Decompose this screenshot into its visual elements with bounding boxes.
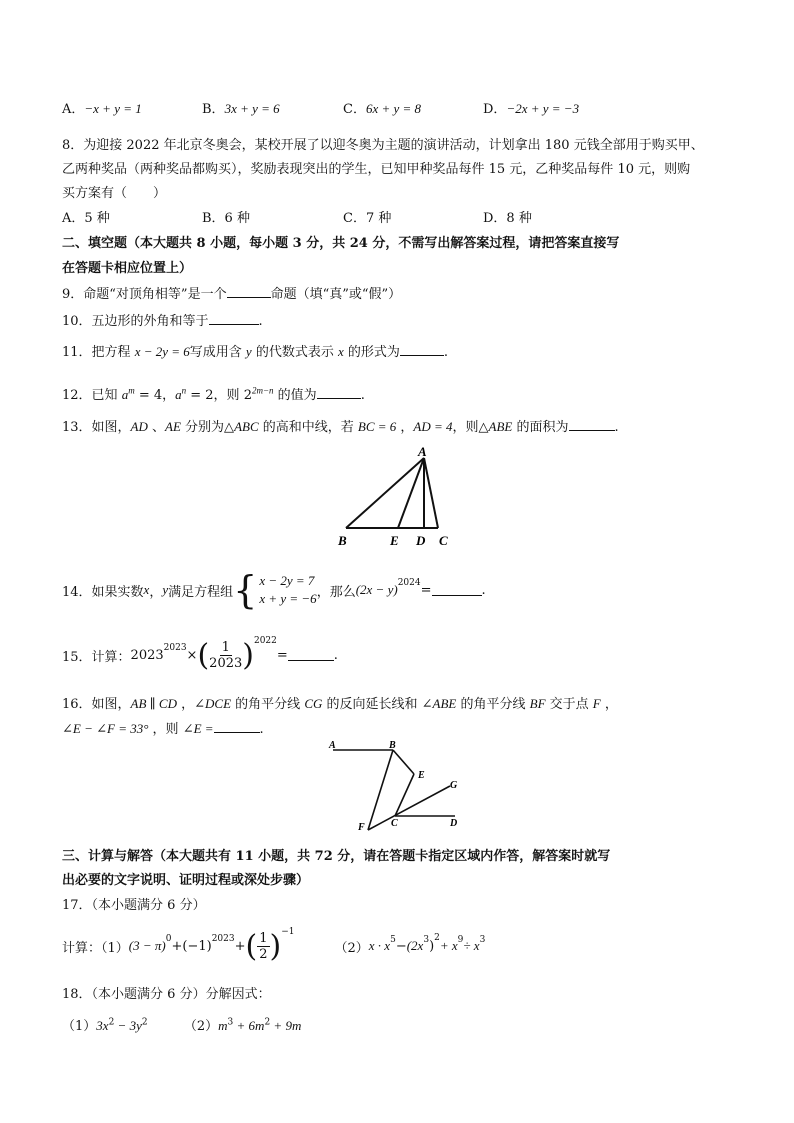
q12-text: 的值为 [273, 388, 317, 403]
q17-math: (−1) [182, 938, 212, 954]
answer-blank [288, 649, 334, 661]
q15-sup: 2023 [163, 643, 187, 653]
q16-text: ， [600, 697, 618, 712]
answer-blank [400, 344, 444, 356]
q17-math: + x [439, 938, 458, 953]
q14-text: 满足方程组 [168, 584, 234, 600]
q14-text: ，那么 [316, 584, 356, 600]
option-expression: 3x + y = 6 [224, 101, 280, 116]
q12-math: 2 [243, 388, 252, 403]
q14-end: . [481, 582, 486, 598]
q12-text: = 2，则 [186, 388, 244, 403]
q13-math: AD = 4 [413, 419, 453, 434]
q18-sup: 2 [264, 1017, 271, 1028]
left-paren: ( [197, 637, 210, 673]
triangle-figure-q13 [330, 444, 460, 550]
q10-end: . [258, 314, 263, 329]
q18-math: 3x [96, 1018, 109, 1033]
label-c: C [439, 533, 448, 548]
q12 [62, 384, 365, 403]
label-d: D [416, 533, 426, 548]
option-label: C． [343, 102, 366, 117]
q12-sup: n [181, 385, 187, 396]
q13-text: 分别为△ [180, 420, 235, 435]
equation-row-1: x − 2y = 7 [259, 573, 315, 588]
q10 [62, 310, 263, 329]
q17-sup: 0 [165, 934, 172, 944]
q16-math: ∠E = [182, 721, 214, 736]
right-paren: ) [269, 928, 282, 964]
q17-title: 17．（本小题满分 6 分） [62, 898, 206, 913]
q12-sup: 2m−n [251, 385, 274, 396]
option-expression: −2x + y = −3 [506, 101, 580, 116]
q14-text: ， [149, 584, 163, 600]
q16-math: BF [529, 696, 546, 711]
q18-sup: 2 [108, 1017, 115, 1028]
q14-text: = [420, 582, 432, 598]
fraction-numerator: 1 [221, 639, 230, 655]
q17-math: ) [429, 938, 435, 954]
q8-option-c: C．7 种 [343, 211, 392, 226]
q15-text: = [276, 647, 288, 663]
fraction-numerator: 1 [259, 930, 268, 946]
answer-blank [569, 419, 615, 431]
q8-option-b: B．6 种 [202, 211, 250, 226]
q15-text: × [186, 647, 198, 663]
q16-math: F [592, 696, 601, 711]
q11-equation: x − 2y = 6 [134, 344, 190, 359]
q14-var: y [162, 582, 169, 597]
q18-part2-label: （2） [183, 1019, 219, 1034]
q17-sup: 2 [434, 933, 440, 943]
q15-end: . [333, 647, 338, 663]
q16-text: 交于点 [545, 697, 593, 712]
right-paren: ) [242, 637, 254, 673]
q17-text: + [234, 938, 246, 954]
q11 [62, 341, 448, 360]
q11-text: 11．把方程 [62, 345, 135, 360]
q7-option-a [62, 98, 142, 117]
answer-blank [214, 721, 260, 733]
q12-sup: m [128, 385, 135, 396]
q11-var: x [337, 344, 344, 359]
q16-text: 的角平分线 [456, 697, 530, 712]
q8-option-a: A．5 种 [62, 211, 110, 226]
label-b: B [338, 533, 347, 548]
q13-math: BC = 6 [357, 419, 397, 434]
q18-math: − 3y [114, 1018, 142, 1033]
q17-sup: 9 [457, 935, 464, 945]
q16-math: CG [304, 696, 323, 711]
q8-line-1: 8．为迎接 2022 年北京冬奥会，某校开展了以迎冬奥为主题的演讲活动，计划拿出 180 元钱全部用于购买甲、 [62, 138, 704, 153]
q12-math: a [175, 387, 182, 402]
q15-sup: 2022 [253, 636, 277, 646]
q11-text: 的代数式表示 [251, 345, 338, 360]
q13-text: 的面积为 [512, 420, 569, 435]
q13-math: ABC [234, 419, 259, 434]
q16-text: ，则 [148, 722, 183, 737]
q7-option-b [202, 98, 280, 117]
q17-math: (3 − π) [128, 938, 166, 953]
option-label: D． [483, 102, 507, 117]
equation-row-2: x + y = −6 [259, 591, 317, 606]
q9-text: 9．命题“对顶角相等”是一个 [62, 287, 227, 302]
fraction [209, 640, 242, 671]
q13-text: ， [396, 420, 414, 435]
option-label: B． [202, 102, 225, 117]
label-a: A [418, 444, 427, 459]
q17-sup: −1 [281, 927, 295, 937]
q11-end: . [443, 345, 449, 360]
section-3-heading-line-2: 出必要的文字说明、证明过程或深处步骤） [62, 873, 310, 888]
answer-blank [209, 313, 259, 325]
label-e: E [390, 533, 399, 548]
q8-line-3: 买方案有（ ） [62, 186, 167, 201]
q16-text: 的角平分线 [231, 697, 305, 712]
q18-math: m [218, 1018, 228, 1033]
q14-sup: 2024 [397, 578, 421, 588]
q11-text: 写成用含 [189, 345, 246, 360]
q16-math: ∠E − ∠F = 33° [62, 721, 149, 736]
q14-text: 14．如果实数 [62, 584, 144, 600]
label-f: F [358, 822, 365, 833]
section-2-heading-line-1: 二、填空题（本大题共 8 小题，每小题 3 分，共 24 分，不需写出解答案过程，请把答案直接写 [62, 236, 620, 251]
q12-math: a [121, 387, 129, 402]
label-d: D [450, 818, 458, 829]
q18-math: + 9m [270, 1018, 302, 1033]
q7-option-c [343, 98, 421, 117]
segment-be [393, 750, 414, 774]
q12-text: 12．已知 [62, 388, 122, 403]
option-expression: 6x + y = 8 [365, 101, 422, 116]
q17-text: + [171, 938, 183, 954]
q17-sup: 2023 [211, 934, 235, 944]
brace-icon: { [233, 568, 258, 612]
answer-blank [227, 286, 271, 298]
q16-text: 16．如图， [62, 697, 131, 712]
q13-text: 的高和中线，若 [258, 420, 358, 435]
q10-text: 10．五边形的外角和等于 [62, 314, 209, 329]
q13-math: AD [130, 419, 148, 434]
q13-end: . [614, 420, 619, 435]
q11-text: 的形式为 [343, 345, 400, 360]
q16-line-2 [62, 718, 264, 737]
q16-text: ， [177, 697, 195, 712]
option-expression: −x + y = 1 [84, 101, 142, 116]
q15-math: 2023 [130, 647, 164, 663]
q16-math: ∠ABE [421, 696, 457, 711]
q17-math: ÷ x [463, 938, 480, 953]
q14-var: x [143, 582, 150, 597]
q17-sup: 3 [479, 935, 486, 945]
label-e: E [418, 770, 425, 781]
fraction-denominator: 2023 [209, 655, 243, 671]
q8-line-2: 乙两种奖品（两种奖品都购买），奖励表现突出的学生，已知甲种奖品每件 15 元，乙种奖品每件 10 元，则购 [62, 162, 691, 177]
q13 [62, 416, 619, 435]
q13-text: 13．如图， [62, 420, 131, 435]
q11-var: y [245, 344, 252, 359]
section-3-heading-line-1: 三、计算与解答（本大题共有 11 小题，共 72 分，请在答题卡指定区域内作答，解答案时就写 [62, 849, 611, 864]
parallel-lines-figure-q16 [325, 738, 465, 834]
q18-sup: 3 [227, 1017, 234, 1028]
q16-math: AB ∥ CD [130, 696, 177, 711]
fraction [257, 931, 269, 962]
q13-math: ABE [488, 419, 513, 434]
q16-math: ∠DCE [194, 696, 232, 711]
section-2-heading-line-2: 在答题卡相应位置上） [62, 261, 193, 276]
q9 [62, 283, 401, 302]
label-c: C [391, 818, 398, 829]
q18-expressions [62, 1015, 301, 1034]
q18-sup: 2 [141, 1017, 148, 1028]
q13-math: AE [165, 419, 181, 434]
q7-option-d [483, 98, 579, 117]
q17-sup: 5 [390, 935, 396, 945]
q16-text: 的反向延长线和 [322, 697, 422, 712]
q14 [62, 568, 486, 612]
q15 [62, 632, 338, 678]
q13-text: ，则△ [452, 420, 489, 435]
q14-expression: (2x − y) [355, 582, 398, 597]
q18-title: 18．（本小题满分 6 分）分解因式： [62, 987, 271, 1002]
q15-text: 15．计算： [62, 649, 131, 665]
q17-expressions [62, 922, 485, 970]
q12-text: = 4， [134, 388, 176, 403]
q17-math: (2x [406, 938, 424, 953]
q12-end: . [360, 388, 365, 403]
q17-text: − [395, 938, 407, 954]
q9-text-end: 命题（填“真”或“假”） [270, 287, 402, 302]
q17-text: 计算：（1） [62, 940, 129, 956]
q17-part2-label: （2） [334, 940, 369, 956]
label-a: A [329, 740, 336, 751]
q8-option-d: D．8 种 [483, 211, 532, 226]
label-b: B [389, 740, 396, 751]
q16-line-1 [62, 693, 618, 712]
q17-math: x · x [368, 938, 391, 953]
q16-end: . [259, 722, 264, 737]
answer-blank [432, 584, 482, 596]
q18-math: + 6m [233, 1018, 265, 1033]
left-paren: ( [245, 928, 258, 964]
segment-ac [424, 458, 438, 528]
answer-blank [317, 387, 361, 399]
fraction-denominator: 2 [259, 946, 268, 962]
q13-text: 、 [147, 420, 166, 435]
equation-system [233, 568, 317, 612]
label-g: G [450, 780, 458, 791]
option-label: A． [62, 102, 85, 117]
q17-sup: 3 [423, 935, 430, 945]
q18-part1-label: （1） [62, 1019, 97, 1034]
segment-ab [346, 458, 424, 528]
